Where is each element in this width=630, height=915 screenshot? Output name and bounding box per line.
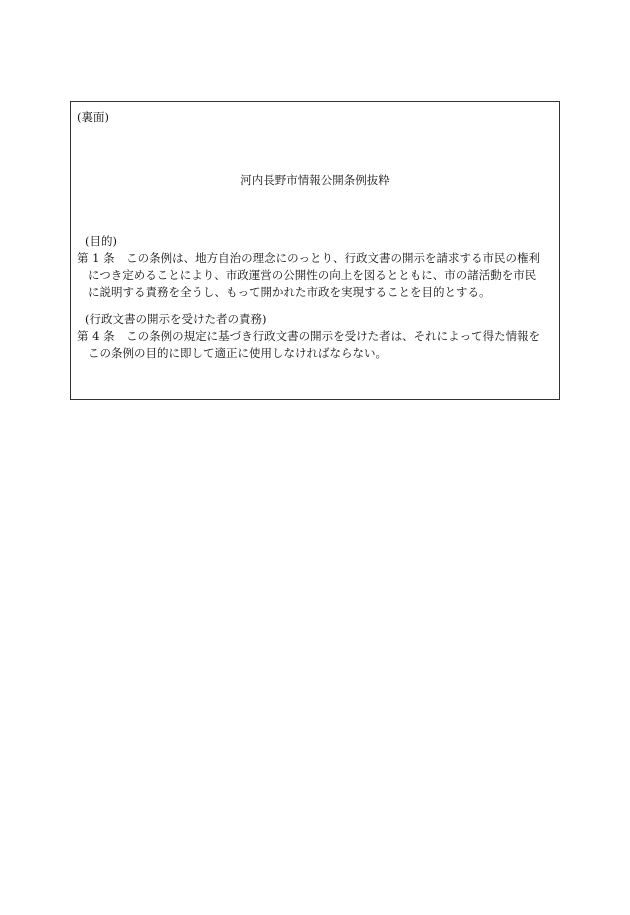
reverse-side-label: (裏面) bbox=[77, 110, 109, 124]
article-1-line-2: につき定めることにより、市政運営の公開性の向上を図るとともに、市の諸活動を市民 bbox=[88, 268, 537, 282]
article-1-line-3: に説明する責務を全うし、もって開かれた市政を実現することを目的とする。 bbox=[88, 285, 491, 299]
article-4-heading: (行政文書の開示を受けた者の責務) bbox=[85, 312, 267, 326]
article-4-line-2: この条例の目的に即して適正に使用しなければならない。 bbox=[88, 346, 387, 360]
article-1-line-1: 第 1 条 この条例は、地方自治の理念にのっとり、行政文書の開示を請求する市民の権利 bbox=[77, 251, 541, 265]
document-title: 河内長野市情報公開条例抜粋 bbox=[240, 173, 390, 187]
article-4-line-1: 第 4 条 この条例の規定に基づき行政文書の開示を受けた者は、それによって得た情報を bbox=[77, 329, 541, 343]
article-1-heading: (目的) bbox=[85, 234, 117, 248]
document-frame bbox=[70, 101, 560, 400]
